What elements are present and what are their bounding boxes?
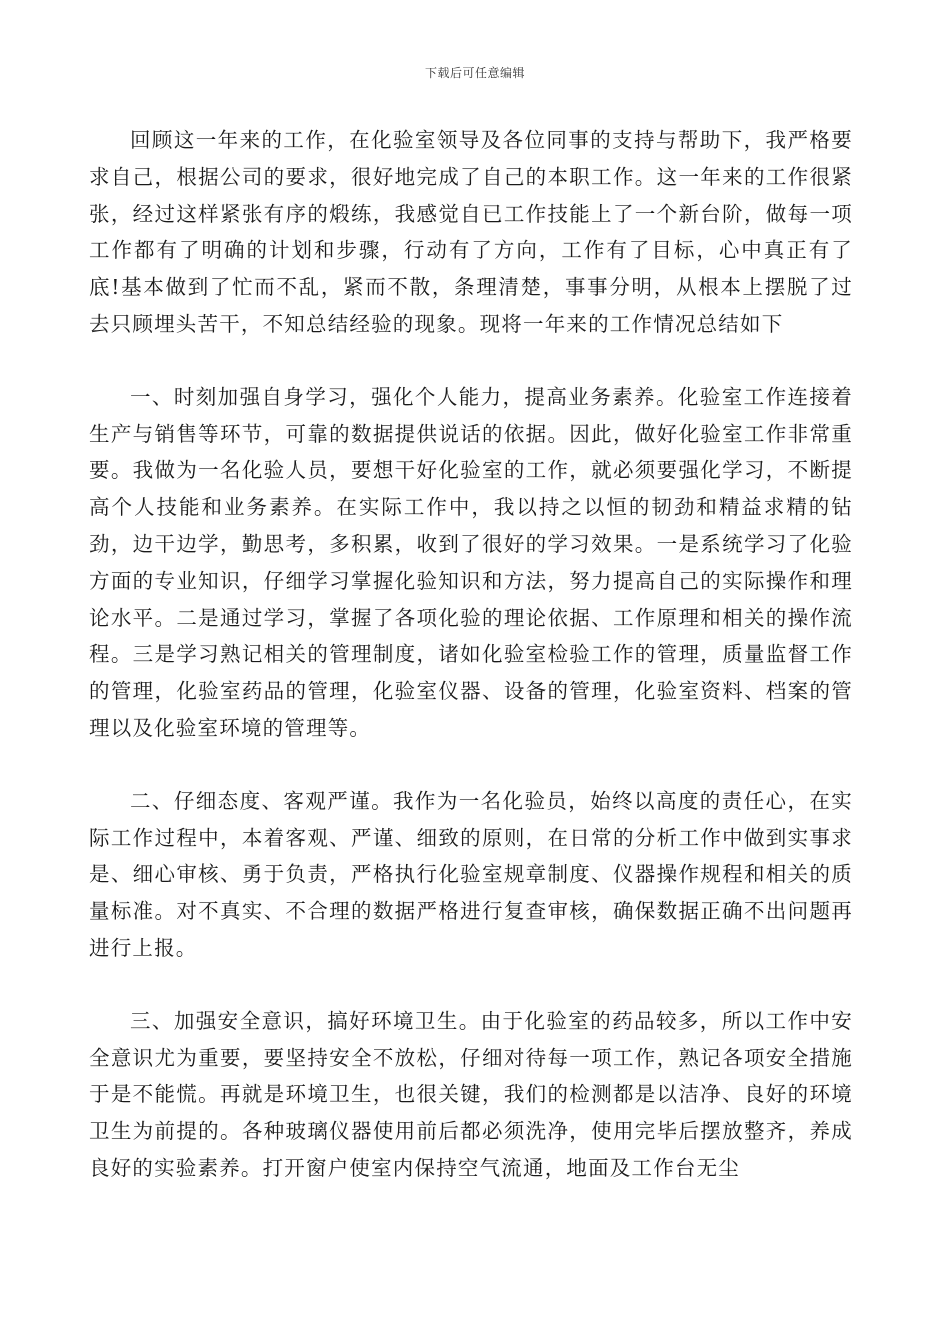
paragraph-section-2: 二、仔细态度、客观严谨。我作为一名化验员，始终以高度的责任心，在实际工作过程中，本着客观、严谨、细致的原则，在日常的分析工作中做到实事求是、细心审核、勇于负责，严格执行化验室规章制度、仪器操作规程和相关的质量标准。对不真实、不合理的数据严格进行复查审核，确保数据正确不出问题再进行上报。	[89, 788, 853, 960]
paragraph-section-3: 三、加强安全意识，搞好环境卫生。由于化验室的药品较多，所以工作中安全意识尤为重要，要坚持安全不放松，仔细对待每一项工作，熟记各项安全措施于是不能慌。再就是环境卫生，也很关键，我们的检测都是以洁净、良好的环境卫生为前提的。各种玻璃仪器使用前后都必须洗净，使用完毕后摆放整齐，养成良好的实验素养。打开窗户使室内保持空气流通，地面及工作台无尘	[89, 1008, 853, 1180]
paragraph-intro: 回顾这一年来的工作，在化验室领导及各位同事的支持与帮助下，我严格要求自己，根据公司的要求，很好地完成了自己的本职工作。这一年来的工作很紧张，经过这样紧张有序的煅练，我感觉自已工作技能上了一个新台阶，做每一项工作都有了明确的计划和步骤，行动有了方向，工作有了目标，心中真正有了底!基本做到了忙而不乱，紧而不散，条理清楚，事事分明，从根本上摆脱了过去只顾埋头苦干，不知总结经验的现象。现将一年来的工作情况总结如下	[89, 128, 853, 336]
document-body	[89, 122, 853, 1187]
paragraph-section-1: 一、时刻加强自身学习，强化个人能力，提高业务素养。化验室工作连接着生产与销售等环节，可靠的数据提供说话的依据。因此，做好化验室工作非常重要。我做为一名化验人员，要想干好化验室的工作，就必须要强化学习，不断提高个人技能和业务素养。在实际工作中，我以持之以恒的韧劲和精益求精的钻劲，边干边学，勤思考，多积累，收到了很好的学习效果。一是系统学习了化验方面的专业知识，仔细学习掌握化验知识和方法，努力提高自己的实际操作和理论水平。二是通过学习，掌握了各项化验的理论依据、工作原理和相关的操作流程。三是学习熟记相关的管理制度，诸如化验室检验工作的管理，质量监督工作的管理，化验室药品的管理，化验室仪器、设备的管理，化验室资料、档案的管理以及化验室环境的管理等。	[89, 384, 853, 740]
header-note: 下载后可任意编辑	[424, 66, 525, 80]
